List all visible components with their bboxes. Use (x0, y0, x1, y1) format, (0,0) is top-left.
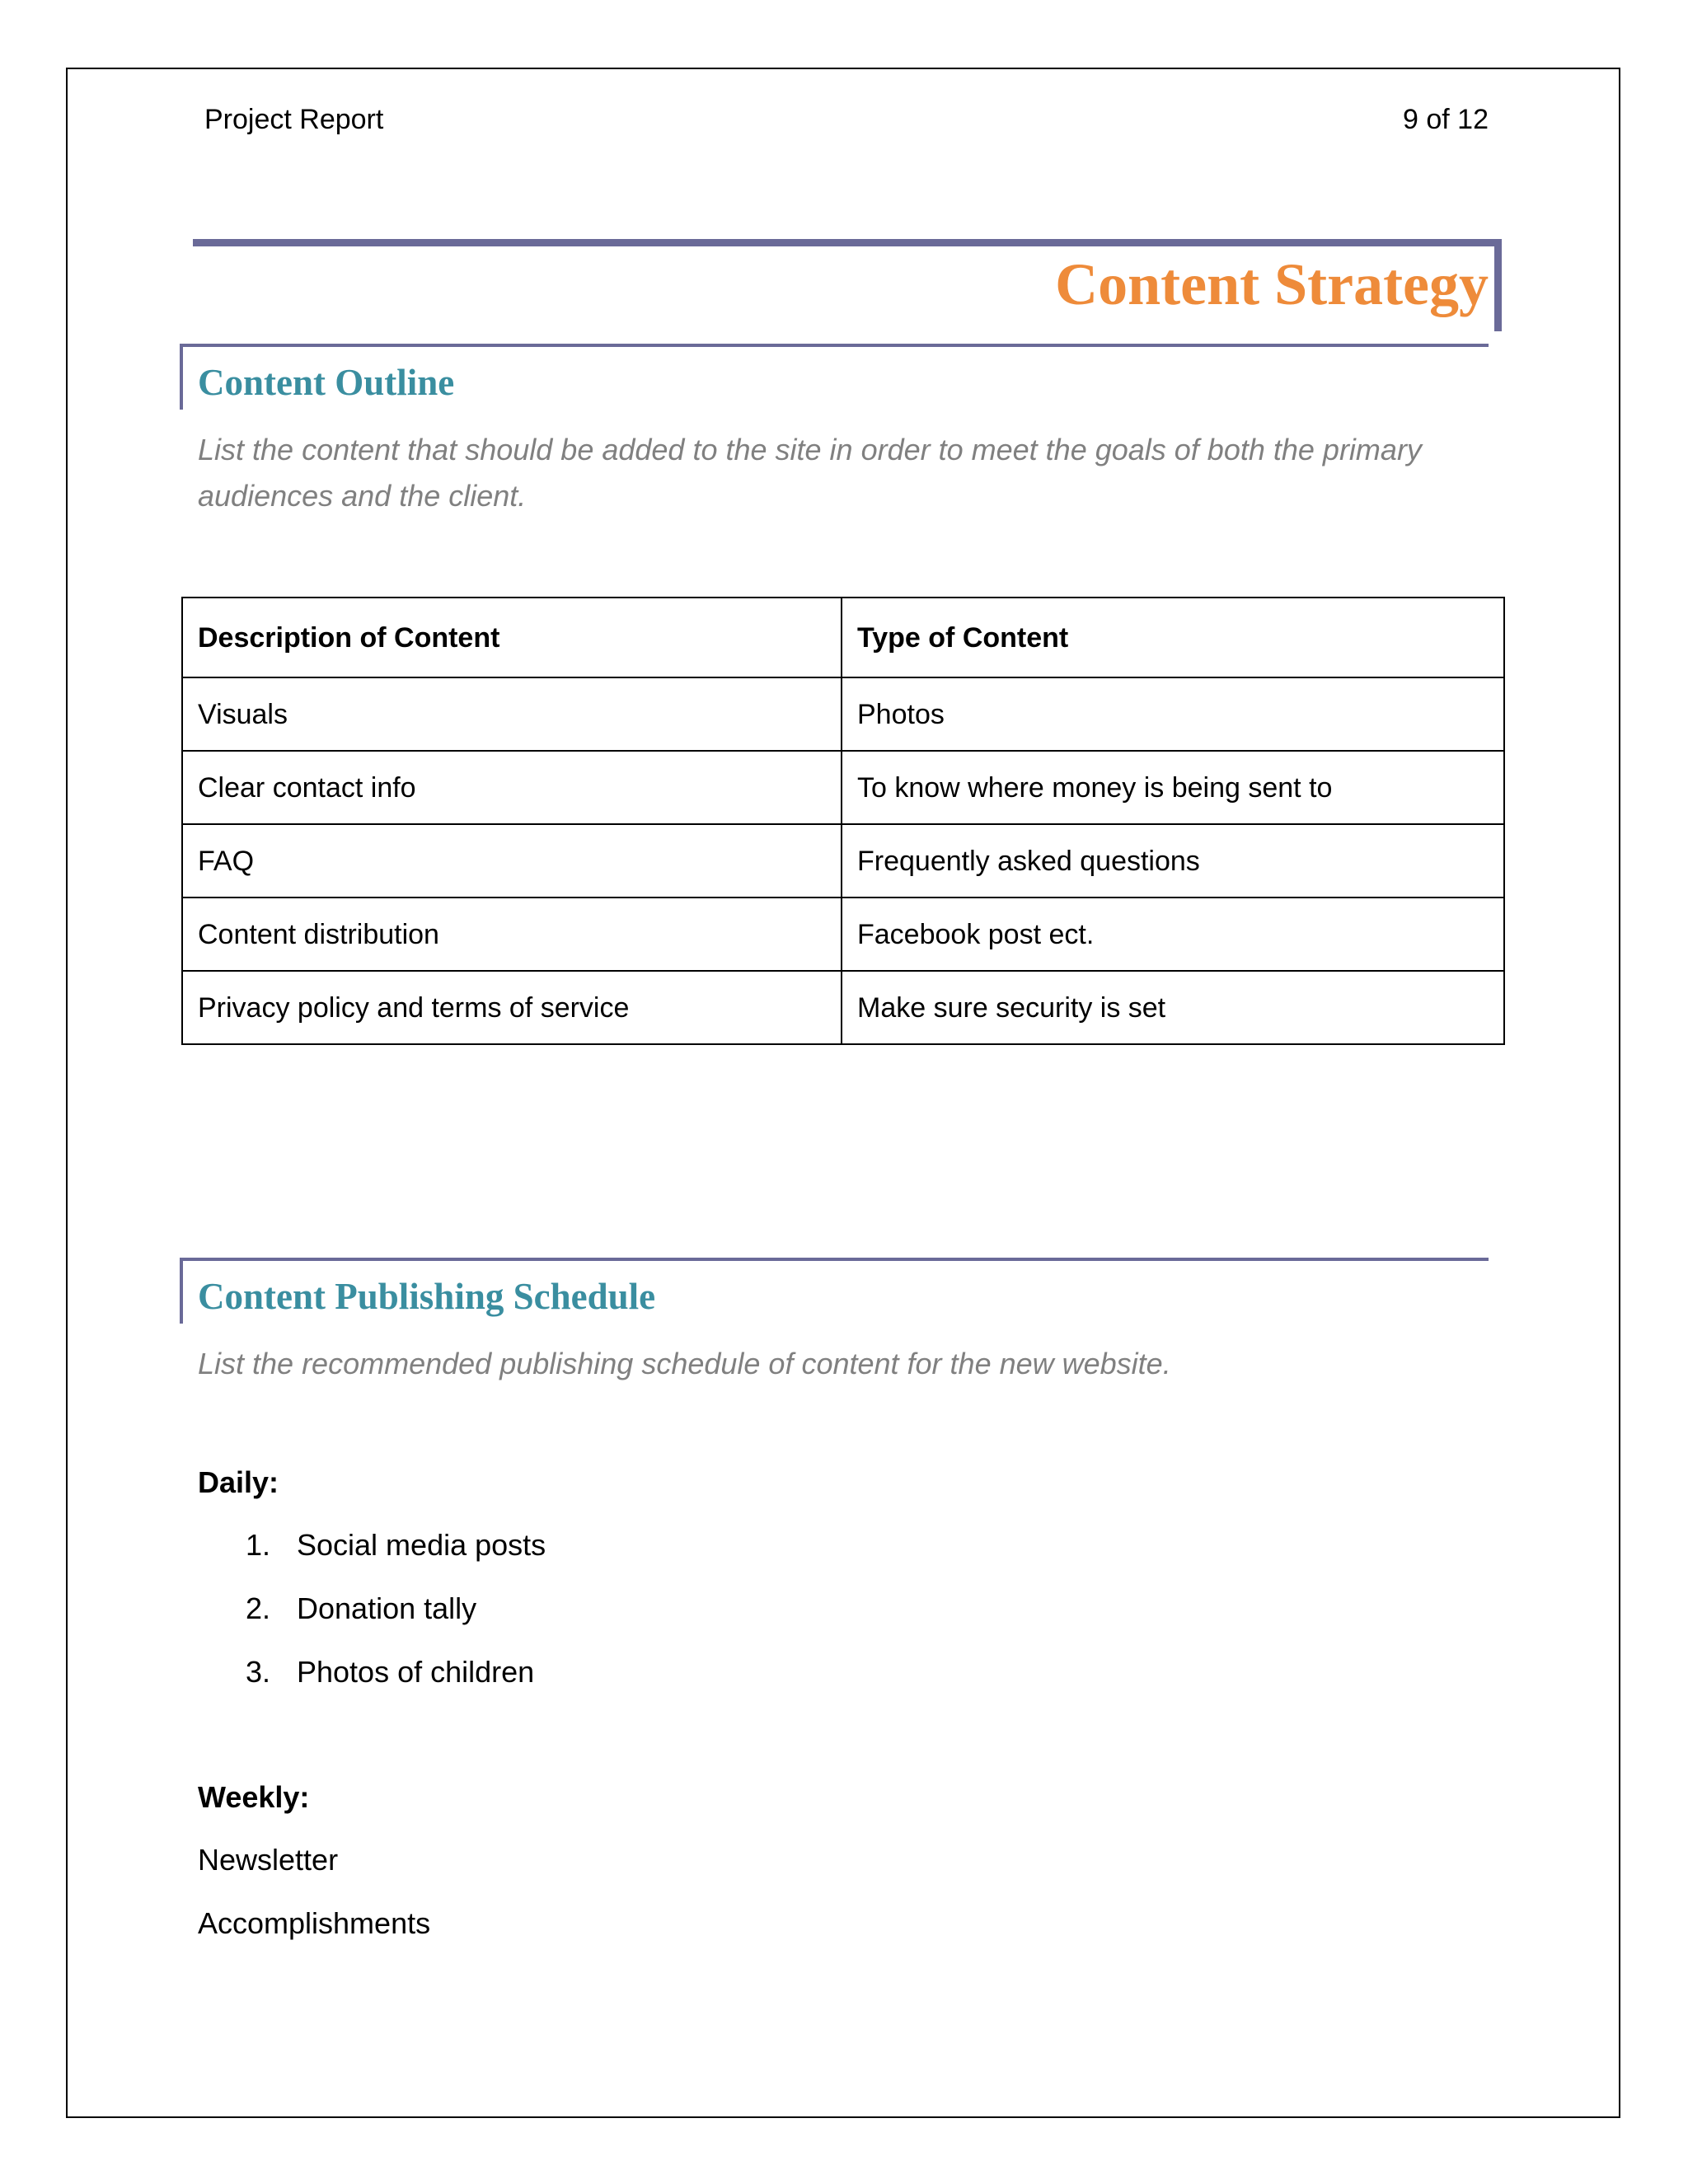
content-outline-table (181, 597, 1505, 1045)
table-cell-type: Facebook post ect. (842, 898, 1504, 971)
table-row (182, 751, 1504, 824)
publishing-schedule-instruction: List the recommended publishing schedule of content for the new website. (198, 1347, 1171, 1380)
table-cell-description: Privacy policy and terms of service (182, 971, 842, 1044)
table-cell-description: FAQ (182, 824, 842, 898)
table-cell-description: Content distribution (182, 898, 842, 971)
list-item-number: 3. (246, 1655, 271, 1689)
header-page-number: 9 of 12 (1403, 104, 1489, 135)
publishing-schedule-vrule (180, 1258, 183, 1324)
weekly-item: Newsletter (198, 1843, 339, 1877)
list-item-text: Donation tally (297, 1591, 477, 1625)
table-cell-description: Visuals (182, 677, 842, 751)
weekly-label: Weekly: (198, 1780, 310, 1814)
list-item-text: Social media posts (297, 1528, 546, 1562)
content-outline-heading: Content Outline (198, 362, 455, 403)
content-outline-instruction: List the content that should be added to the site in order to meet the goals of both the primary audiences and the client. (198, 433, 1422, 513)
publishing-schedule-heading: Content Publishing Schedule (198, 1276, 656, 1317)
table-header-row (182, 598, 1504, 677)
table-row (182, 824, 1504, 898)
daily-label: Daily: (198, 1465, 279, 1499)
publishing-schedule-rule (181, 1258, 1489, 1261)
list-item-number: 1. (246, 1528, 271, 1562)
weekly-item: Accomplishments (198, 1906, 431, 1940)
list-item-number: 2. (246, 1591, 271, 1625)
table-cell-type: Frequently asked questions (842, 824, 1504, 898)
header-report-title: Project Report (204, 104, 384, 135)
table-cell-type: Make sure security is set (842, 971, 1504, 1044)
table-header-type: Type of Content (842, 598, 1504, 677)
table-row (182, 898, 1504, 971)
content-outline-vrule (180, 344, 183, 410)
section-title: Content Strategy (1055, 251, 1489, 317)
table-cell-type: To know where money is being sent to (842, 751, 1504, 824)
title-rule-horizontal (193, 239, 1502, 246)
list-item-text: Photos of children (297, 1655, 535, 1689)
table-row (182, 677, 1504, 751)
table-cell-description: Clear contact info (182, 751, 842, 824)
table-cell-type: Photos (842, 677, 1504, 751)
table-row (182, 971, 1504, 1044)
title-rule-vertical (1494, 239, 1502, 331)
content-outline-rule (181, 344, 1489, 347)
table-header-description: Description of Content (182, 598, 842, 677)
